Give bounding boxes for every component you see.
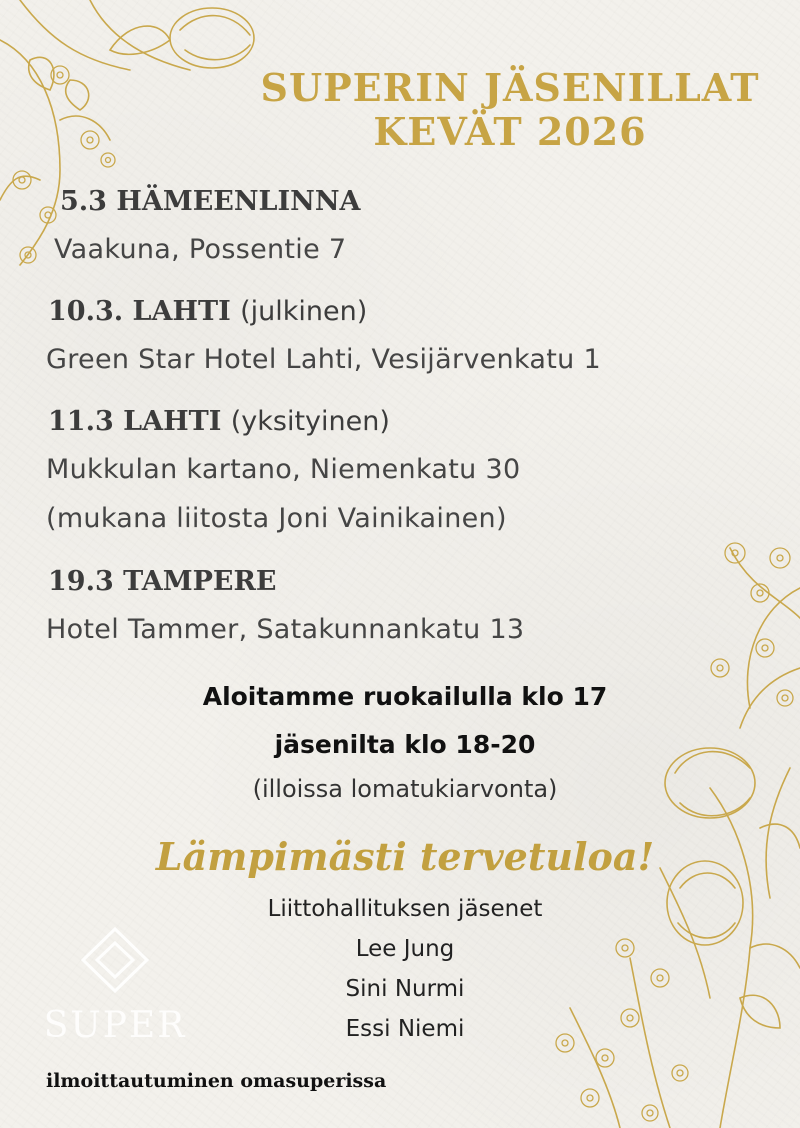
event-date-place: 10.3. LAHTI — [48, 296, 231, 327]
super-logo-icon — [75, 925, 155, 995]
schedule-evening: jäsenilta klo 18-20 — [274, 730, 536, 759]
event-heading-hameenlinna — [60, 186, 360, 217]
event-note: (mukana liitosta Joni Vainikainen) — [46, 503, 507, 534]
event-date-place: 19.3 TAMPERE — [48, 566, 277, 597]
event-venue: Vaakuna, Possentie 7 — [54, 234, 347, 265]
schedule-dinner: Aloitamme ruokailulla klo 17 — [202, 682, 608, 711]
signature-name: Sini Nurmi — [345, 976, 465, 1002]
event-heading-lahti-private — [48, 406, 390, 437]
schedule-note: (illoissa lomatukiarvonta) — [252, 775, 558, 803]
signature-name: Essi Niemi — [345, 1016, 465, 1042]
registration-note: ilmoittautuminen omasuperissa — [46, 1070, 387, 1092]
poster-title-line2: KEVÄT 2026 — [373, 109, 647, 154]
event-venue: Hotel Tammer, Satakunnankatu 13 — [46, 614, 525, 645]
event-type: (julkinen) — [240, 296, 368, 327]
event-type: (yksityinen) — [230, 406, 390, 437]
event-heading-tampere — [48, 566, 277, 597]
event-date-place: 5.3 HÄMEENLINNA — [60, 186, 361, 217]
super-logo-text: SUPER — [43, 1005, 187, 1046]
poster-title-line1: SUPERIN JÄSENILLAT — [260, 65, 760, 110]
event-venue: Mukkulan kartano, Niemenkatu 30 — [46, 454, 521, 485]
event-heading-lahti-public — [48, 296, 367, 327]
event-venue: Green Star Hotel Lahti, Vesijärvenkatu 1 — [46, 344, 601, 375]
welcome-text: Lämpimästi tervetuloa! — [155, 834, 655, 879]
signature-title: Liittohallituksen jäsenet — [267, 896, 543, 922]
event-date-place: 11.3 LAHTI — [48, 406, 222, 437]
signature-name: Lee Jung — [355, 936, 455, 962]
